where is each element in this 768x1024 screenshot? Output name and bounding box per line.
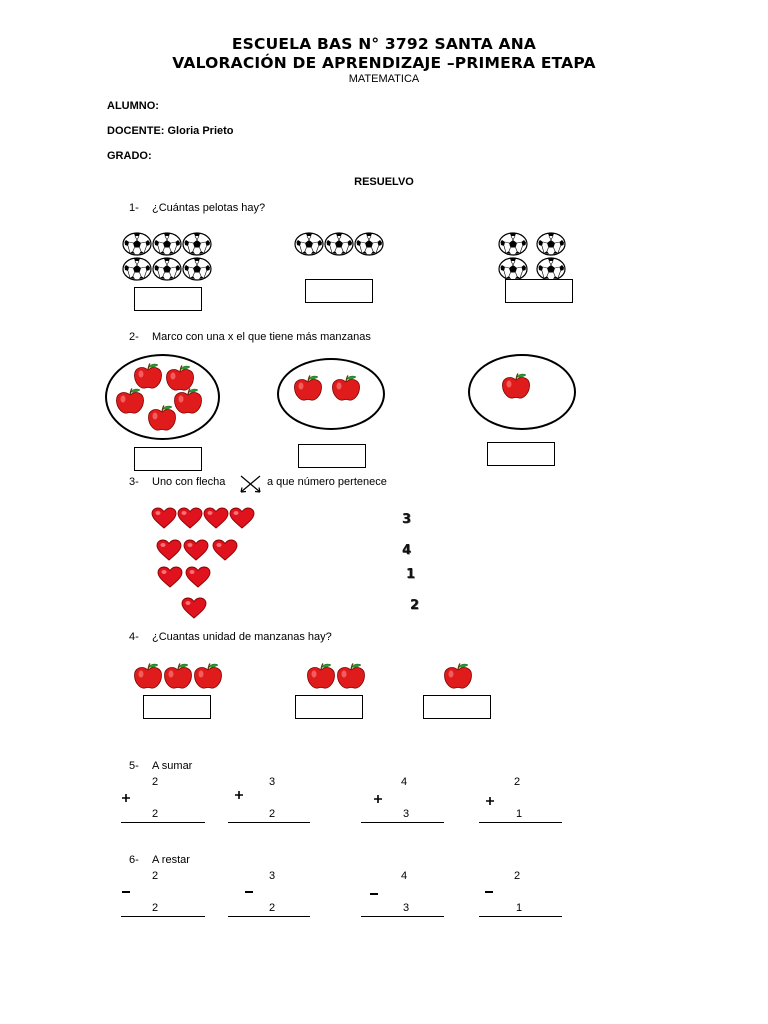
school-name: ESCUELA BAS N° 3792 SANTA ANA: [231, 35, 537, 53]
soccer-ball-icon: [498, 257, 528, 281]
top-number: 2: [513, 776, 521, 788]
bottom-number: 3: [402, 808, 410, 820]
red-heart-icon: [185, 566, 211, 588]
answer-line[interactable]: [361, 916, 444, 917]
answer-line[interactable]: [121, 822, 205, 823]
answer-box-q2-a[interactable]: [134, 447, 202, 471]
question-3-text-after: a que número pertenece: [267, 476, 387, 488]
match-number-3[interactable]: 1: [406, 567, 416, 582]
plus-sign-icon: [485, 796, 495, 806]
minus-sign-icon: [485, 891, 493, 893]
question-4-number: 4-: [129, 631, 139, 643]
red-heart-icon: [181, 597, 207, 619]
question-1-number: 1-: [129, 202, 139, 214]
plus-sign-icon: [373, 794, 383, 804]
soccer-ball-icon: [122, 232, 152, 256]
red-apple-icon: [442, 662, 474, 690]
top-number: 4: [400, 870, 408, 882]
red-heart-icon: [203, 507, 229, 529]
red-apple-icon: [192, 662, 224, 690]
red-apple-icon: [330, 374, 362, 402]
answer-line[interactable]: [479, 822, 562, 823]
answer-line[interactable]: [361, 822, 444, 823]
crossed-arrows-icon: [238, 473, 264, 495]
answer-box-q1-b[interactable]: [305, 279, 373, 303]
soccer-ball-icon: [498, 232, 528, 256]
answer-box-q2-b[interactable]: [298, 444, 366, 468]
evaluation-title: VALORACIÓN DE APRENDIZAJE –PRIMERA ETAPA: [172, 54, 596, 72]
answer-line[interactable]: [228, 822, 310, 823]
red-apple-icon: [132, 662, 164, 690]
plus-sign-icon: [234, 790, 244, 800]
answer-box-q1-c[interactable]: [505, 279, 573, 303]
red-apple-icon: [335, 662, 367, 690]
bottom-number: 2: [268, 808, 276, 820]
red-apple-icon: [146, 404, 178, 432]
red-heart-icon: [212, 539, 238, 561]
top-number: 3: [268, 870, 276, 882]
question-2-text: Marco con una x el que tiene más manzanas: [152, 331, 371, 343]
grade-field: GRADO:: [107, 150, 152, 162]
red-heart-icon: [177, 507, 203, 529]
match-number-4[interactable]: 2: [410, 598, 420, 613]
apple-circle-2[interactable]: [277, 358, 385, 430]
minus-sign-icon: [245, 891, 253, 893]
minus-sign-icon: [370, 893, 378, 895]
question-2-number: 2-: [129, 331, 139, 343]
red-apple-icon: [114, 387, 146, 415]
apple-circle-3[interactable]: [468, 354, 576, 430]
soccer-ball-icon: [122, 257, 152, 281]
apple-circle-1[interactable]: [105, 354, 220, 440]
student-field: ALUMNO:: [107, 100, 159, 112]
minus-sign-icon: [122, 891, 130, 893]
soccer-ball-icon: [536, 232, 566, 256]
question-5-number: 5-: [129, 760, 139, 772]
red-apple-icon: [305, 662, 337, 690]
soccer-ball-icon: [324, 232, 354, 256]
soccer-ball-icon: [182, 257, 212, 281]
soccer-ball-icon: [294, 232, 324, 256]
bottom-number: 1: [515, 808, 523, 820]
top-number: 3: [268, 776, 276, 788]
answer-line[interactable]: [228, 916, 310, 917]
plus-sign-icon: [121, 793, 131, 803]
top-number: 2: [151, 870, 159, 882]
top-number: 2: [513, 870, 521, 882]
bottom-number: 1: [515, 902, 523, 914]
red-apple-icon: [132, 362, 164, 390]
answer-box-q4-a[interactable]: [143, 695, 211, 719]
soccer-ball-icon: [354, 232, 384, 256]
question-6-number: 6-: [129, 854, 139, 866]
bottom-number: 2: [151, 808, 159, 820]
subject-label: MATEMATICA: [348, 73, 420, 85]
red-heart-icon: [151, 507, 177, 529]
question-5-text: A sumar: [152, 760, 193, 772]
red-heart-icon: [156, 539, 182, 561]
soccer-ball-icon: [182, 232, 212, 256]
answer-box-q4-c[interactable]: [423, 695, 491, 719]
question-3-number: 3-: [129, 476, 139, 488]
question-3-text-before: Uno con flecha: [152, 476, 226, 488]
teacher-field: DOCENTE: Gloria Prieto: [107, 125, 234, 137]
question-6-text: A restar: [152, 854, 190, 866]
red-heart-icon: [229, 507, 255, 529]
answer-line[interactable]: [121, 916, 205, 917]
section-title: RESUELVO: [354, 176, 414, 188]
answer-line[interactable]: [479, 916, 562, 917]
match-number-2[interactable]: 4: [402, 543, 412, 558]
red-apple-icon: [292, 374, 324, 402]
soccer-ball-icon: [536, 257, 566, 281]
answer-box-q1-a[interactable]: [134, 287, 202, 311]
match-number-1[interactable]: 3: [402, 512, 412, 527]
red-heart-icon: [183, 539, 209, 561]
soccer-ball-icon: [152, 257, 182, 281]
question-4-text: ¿Cuantas unidad de manzanas hay?: [152, 631, 332, 643]
bottom-number: 2: [151, 902, 159, 914]
soccer-ball-icon: [152, 232, 182, 256]
question-1-text: ¿Cuántas pelotas hay?: [152, 202, 266, 214]
bottom-number: 2: [268, 902, 276, 914]
answer-box-q4-b[interactable]: [295, 695, 363, 719]
red-apple-icon: [162, 662, 194, 690]
answer-box-q2-c[interactable]: [487, 442, 555, 466]
top-number: 4: [400, 776, 408, 788]
top-number: 2: [151, 776, 159, 788]
bottom-number: 3: [402, 902, 410, 914]
red-heart-icon: [157, 566, 183, 588]
red-apple-icon: [500, 372, 532, 400]
